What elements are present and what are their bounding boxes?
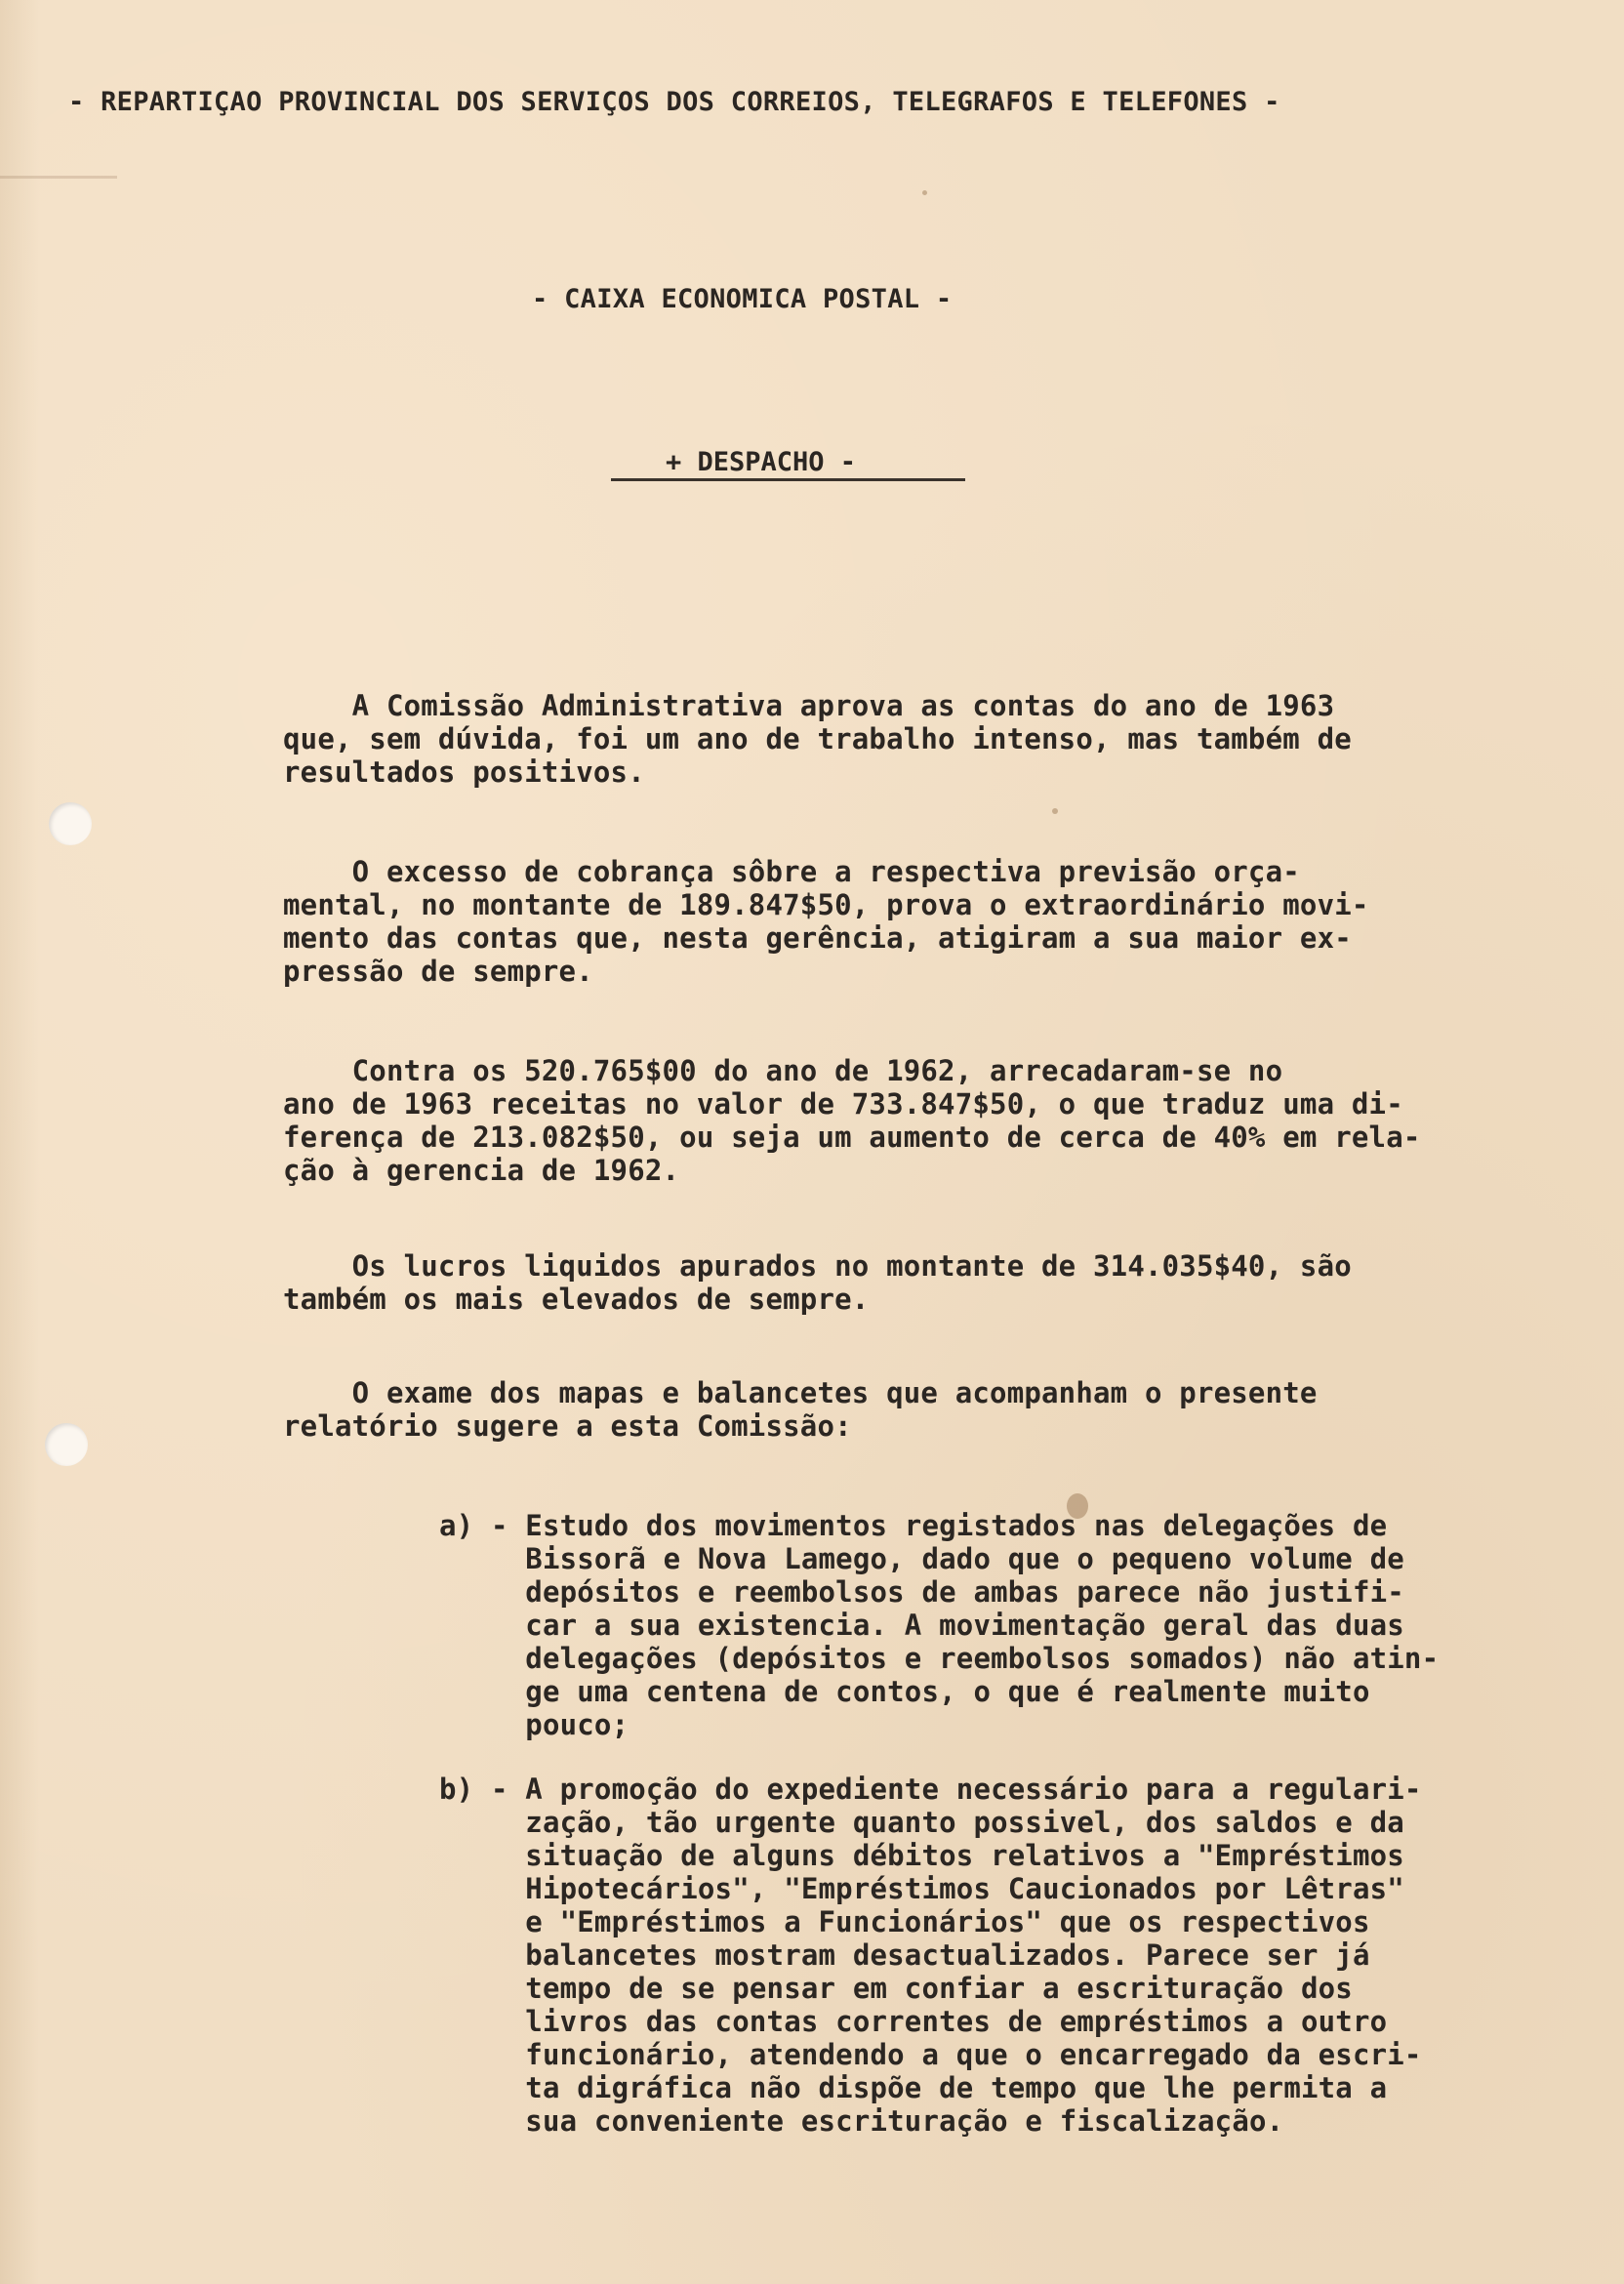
section-header: - CAIXA ECONOMICA POSTAL -: [532, 284, 953, 314]
paragraph-2-line-1: O excesso de cobrança sôbre a respectiva previsão orça-: [283, 855, 1300, 888]
paragraph-2-line-2: mental, no montante de 189.847$50, prova o extraordinário movi-: [283, 888, 1369, 921]
ink-stain: [922, 190, 927, 195]
item-b-line-5: e "Empréstimos a Funcionários" que os respectivos: [439, 1905, 1370, 1938]
item-b-line-9: funcionário, atendendo a que o encarregado da escri-: [439, 2038, 1422, 2071]
paragraph-1-line-2: que, sem dúvida, foi um ano de trabalho intenso, mas também de: [283, 722, 1352, 755]
item-a-line-7: pouco;: [439, 1708, 629, 1741]
item-b-line-8: livros das contas correntes de empréstimos a outro: [439, 2005, 1388, 2038]
document-title: + DESPACHO -: [666, 447, 857, 477]
item-b-line-7: tempo de se pensar em confiar a escrituração dos: [439, 1972, 1353, 2005]
paragraph-1-line-1: A Comissão Administrativa aprova as contas do ano de 1963: [283, 689, 1335, 722]
paragraph-1-line-3: resultados positivos.: [283, 755, 645, 789]
punch-hole: [45, 1423, 88, 1466]
item-a-line-5: delegações (depósitos e reembolsos somados) não atin-: [439, 1642, 1440, 1675]
item-b-line-10: ta digráfica não dispõe de tempo que lhe permita a: [439, 2071, 1388, 2104]
paragraph-3-line-2: ano de 1963 receitas no valor de 733.847$50, o que traduz uma di-: [283, 1087, 1403, 1121]
paragraph-3-line-1: Contra os 520.765$00 do ano de 1962, arrecadaram-se no: [283, 1054, 1283, 1087]
paragraph-3-line-4: ção à gerencia de 1962.: [283, 1154, 680, 1187]
item-a-line-6: ge uma centena de contos, o que é realmente muito: [439, 1675, 1370, 1708]
item-b-line-3: situação de alguns débitos relativos a "Empréstimos: [439, 1839, 1404, 1872]
paragraph-2-line-3: mento das contas que, nesta gerência, atigiram a sua maior ex-: [283, 921, 1352, 955]
paragraph-2-line-4: pressão de sempre.: [283, 955, 593, 988]
paper-crease: [0, 176, 117, 179]
item-a-line-3: depósitos e reembolsos de ambas parece não justifi-: [439, 1575, 1404, 1609]
item-b-line-6: balancetes mostram desactualizados. Parece ser já: [439, 1938, 1370, 1972]
paragraph-5-line-2: relatório sugere a esta Comissão:: [283, 1409, 852, 1443]
item-a-line-2: Bissorã e Nova Lamego, dado que o pequeno volume de: [439, 1542, 1404, 1575]
department-header: - REPARTIÇAO PROVINCIAL DOS SERVIÇOS DOS CORREIOS, TELEGRAFOS E TELEFONES -: [68, 87, 1280, 117]
item-b-line-11: sua conveniente escrituração e fiscalização.: [439, 2104, 1284, 2138]
item-a-line-4: car a sua existencia. A movimentação geral das duas: [439, 1609, 1404, 1642]
paragraph-4-line-2: também os mais elevados de sempre.: [283, 1283, 870, 1316]
paragraph-5-line-1: O exame dos mapas e balancetes que acompanham o presente: [283, 1376, 1318, 1409]
paragraph-3-line-3: ferença de 213.082$50, ou seja um aumento de cerca de 40% em rela-: [283, 1121, 1421, 1154]
item-a-line-1: a) - Estudo dos movimentos registados nas delegações de: [439, 1509, 1388, 1542]
item-b-line-4: Hipotecários", "Empréstimos Caucionados por Lêtras": [439, 1872, 1404, 1905]
title-underline: [611, 478, 965, 481]
item-b-line-2: zação, tão urgente quanto possivel, dos saldos e da: [439, 1806, 1404, 1839]
ink-stain: [1052, 808, 1058, 814]
paragraph-4-line-1: Os lucros liquidos apurados no montante de 314.035$40, são: [283, 1249, 1352, 1283]
item-b-line-1: b) - A promoção do expediente necessário para a regulari-: [439, 1773, 1422, 1806]
punch-hole: [49, 802, 92, 845]
